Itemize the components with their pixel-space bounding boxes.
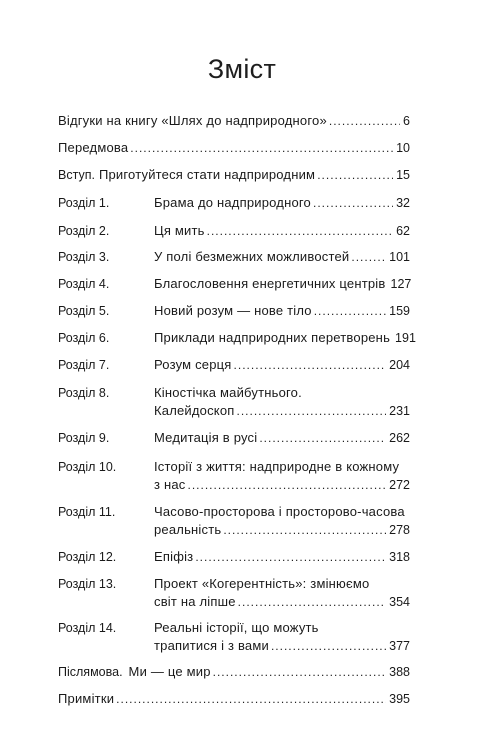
toc-entry-title-line-1: Часово-просторова і просторово-часова bbox=[154, 504, 405, 519]
toc-page-number: 262 bbox=[389, 431, 410, 445]
toc-leader-dots bbox=[130, 140, 393, 156]
toc-entry-title: Приготуйтеся стати надприродним bbox=[98, 167, 316, 182]
toc-leader-dots bbox=[223, 522, 386, 538]
toc-page-number: 395 bbox=[389, 692, 410, 706]
toc-entry-title-line-2: Калейдоскоп bbox=[154, 403, 235, 418]
toc-entry-afterword[interactable] bbox=[58, 664, 410, 680]
toc-entry-chapter-5[interactable] bbox=[58, 303, 410, 319]
toc-entry-chapter-14[interactable] bbox=[58, 620, 410, 654]
toc-leader-dots bbox=[234, 357, 387, 373]
toc-entry-chapter-11[interactable] bbox=[58, 504, 410, 538]
toc-page-number: 32 bbox=[396, 196, 410, 210]
toc-entry-title: Приклади надприродних перетворень bbox=[154, 330, 391, 345]
toc-page-number: 15 bbox=[396, 168, 410, 182]
toc-leader-dots bbox=[195, 549, 386, 565]
toc-entry-title: Передмова bbox=[58, 140, 129, 155]
toc-entry-notes[interactable] bbox=[58, 691, 410, 707]
toc-page-number: 159 bbox=[389, 304, 410, 318]
toc-entry-prefix: Розділ 14. bbox=[58, 621, 117, 635]
toc-entry-prefix: Розділ 13. bbox=[58, 577, 117, 591]
toc-entry-title: Примітки bbox=[58, 691, 115, 706]
toc-entry-prefix: Розділ 11. bbox=[58, 505, 116, 519]
toc-entry-chapter-6[interactable] bbox=[58, 330, 416, 346]
toc-entry-title: Розум серця bbox=[154, 357, 232, 372]
toc-page-number: 272 bbox=[389, 478, 410, 492]
toc-entry-title-line-2: реальність bbox=[154, 522, 222, 537]
toc-page-number: 10 bbox=[396, 141, 410, 155]
toc-entry-prefix: Розділ 1. bbox=[58, 196, 110, 210]
toc-entry-title-line-2: трапитися і з вами bbox=[154, 638, 269, 653]
toc-leader-dots bbox=[207, 223, 393, 239]
toc-entry-prefix: Вступ. bbox=[58, 168, 95, 182]
toc-leader-dots bbox=[313, 195, 393, 211]
toc-leader-dots bbox=[317, 167, 393, 183]
toc-page-number: 318 bbox=[389, 550, 410, 564]
toc-entry-chapter-7[interactable] bbox=[58, 357, 410, 373]
toc-entry-introduction[interactable] bbox=[58, 167, 410, 183]
toc-entry-title: Благословення енергетичних центрів bbox=[154, 276, 386, 291]
page-title: Зміст bbox=[207, 54, 277, 84]
toc-entry-prefix: Розділ 10. bbox=[58, 460, 117, 474]
toc-page-number: 377 bbox=[389, 639, 410, 653]
toc-entry-title-line-2: світ на ліпше bbox=[154, 594, 236, 609]
toc-entry-prefix: Розділ 8. bbox=[58, 386, 110, 400]
toc-leader-dots bbox=[213, 664, 387, 680]
toc-entry-reviews[interactable] bbox=[58, 113, 410, 129]
toc-entry-prefix: Розділ 4. bbox=[58, 277, 110, 291]
toc-leader-dots bbox=[271, 638, 386, 654]
toc-page-number: 191 bbox=[395, 331, 416, 345]
toc-page-number: 127 bbox=[390, 277, 412, 291]
toc-entry-prefix: Розділ 2. bbox=[58, 224, 110, 238]
toc-leader-dots bbox=[314, 303, 386, 319]
toc-entry-prefix: Розділ 12. bbox=[58, 550, 117, 564]
toc-entry-chapter-12[interactable] bbox=[58, 549, 410, 565]
toc-entry-title-line-1: Кіностічка майбутнього. bbox=[154, 385, 302, 400]
toc-leader-dots bbox=[259, 430, 386, 446]
toc-entry-title-line-1: Історії з життя: надприродне в кожному bbox=[154, 459, 400, 474]
toc-page-number: 388 bbox=[389, 665, 410, 679]
toc-page-number: 354 bbox=[389, 595, 410, 609]
toc-page-number: 6 bbox=[403, 114, 410, 128]
toc-leader-dots bbox=[351, 249, 386, 265]
toc-entry-title-line-2: з нас bbox=[154, 477, 186, 492]
toc-page-number: 231 bbox=[389, 404, 410, 418]
toc-entry-title: Медитація в русі bbox=[154, 430, 258, 445]
toc-leader-dots bbox=[187, 477, 386, 493]
toc-entry-foreword[interactable] bbox=[58, 140, 410, 156]
toc-entry-title: У полі безмежних можливостей bbox=[154, 249, 350, 264]
toc-entry-title: Брама до надприродного bbox=[154, 195, 311, 210]
toc-page-number: 62 bbox=[396, 224, 410, 238]
toc-leader-dots bbox=[329, 113, 400, 129]
toc-entry-chapter-13[interactable] bbox=[58, 576, 410, 610]
toc-page-number: 101 bbox=[389, 250, 410, 264]
toc-entry-chapter-10[interactable] bbox=[58, 459, 410, 493]
toc-leader-dots bbox=[237, 403, 387, 419]
toc-entry-title: Ми — це мир bbox=[128, 664, 211, 679]
toc-entry-chapter-8[interactable] bbox=[58, 385, 410, 419]
toc-entry-chapter-2[interactable] bbox=[58, 223, 410, 239]
toc-entry-chapter-3[interactable] bbox=[58, 249, 410, 265]
toc-entry-title-line-1: Проект «Когерентність»: змінюємо bbox=[154, 576, 370, 591]
toc-entry-chapter-4[interactable] bbox=[58, 276, 410, 292]
toc-entry-prefix: Розділ 7. bbox=[58, 358, 110, 372]
toc-entry-title: Відгуки на книгу «Шлях до надприродного» bbox=[58, 113, 327, 128]
toc-page-number: 278 bbox=[389, 523, 410, 537]
toc-entry-title-line-1: Реальні історії, що можуть bbox=[154, 620, 319, 635]
toc-entry-title: Новий розум — нове тіло bbox=[154, 303, 312, 318]
toc-entry-prefix: Розділ 6. bbox=[58, 331, 110, 345]
toc-entry-prefix: Розділ 5. bbox=[58, 304, 110, 318]
toc-leader-dots bbox=[238, 594, 386, 610]
toc-entry-prefix: Розділ 9. bbox=[58, 431, 110, 445]
toc-entry-chapter-9[interactable] bbox=[58, 430, 410, 446]
toc-entry-title: Ця мить bbox=[154, 223, 205, 238]
toc-entry-prefix: Розділ 3. bbox=[58, 250, 110, 264]
toc-leader-dots bbox=[116, 691, 386, 707]
toc-entry-prefix: Післямова. bbox=[58, 665, 123, 679]
toc-page-number: 204 bbox=[389, 358, 410, 372]
toc-entry-chapter-1[interactable] bbox=[58, 195, 410, 211]
toc-entry-title: Епіфіз bbox=[154, 549, 194, 564]
